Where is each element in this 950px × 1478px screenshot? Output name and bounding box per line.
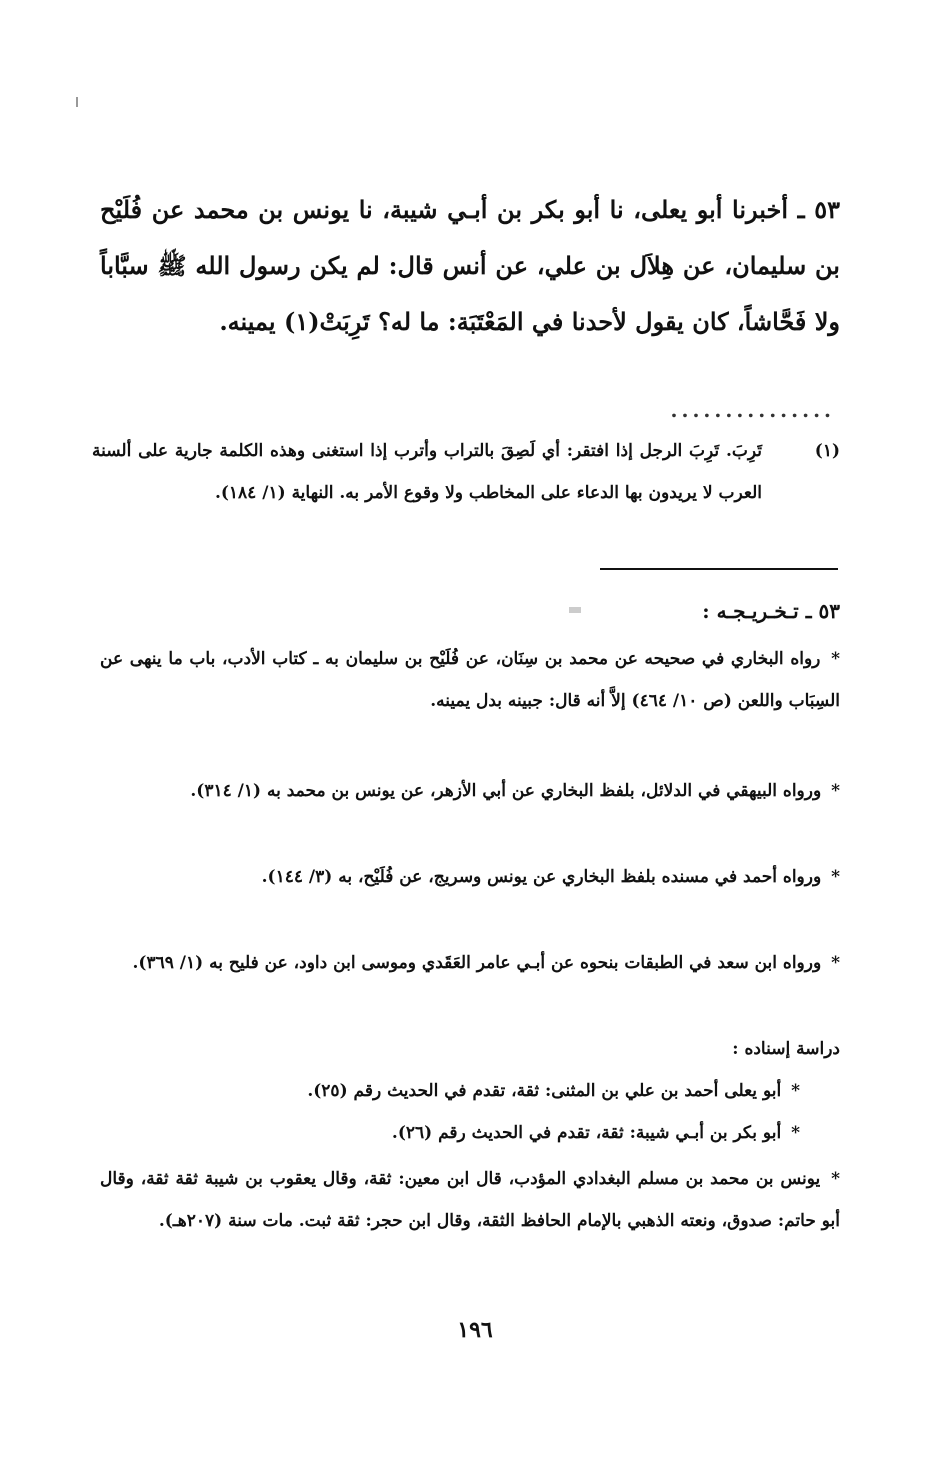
takhrij-item-text: ورواه أحمد في مسنده بلفظ البخاري عن يونس وسريج، عن فُلَيْح، به (٣/ ١٤٤).	[261, 867, 822, 887]
narrator-item-text: أبو بكر بن أبـي شيبة: ثقة، تقدم في الحديث رقم (٢٦).	[391, 1123, 782, 1143]
bullet-icon: *	[831, 781, 840, 801]
bullet-icon: *	[831, 649, 840, 669]
takhrij-item	[100, 770, 840, 812]
footnote-separator: ...............	[670, 398, 835, 422]
footnote-text: تَرِبَ. تَرِبَ الرجل إذا افتقر: أي لَصِقَ بالتراب وأترب إذا استغنى وهذه الكلمة جارية على ألسنة العرب لا يريدون بها الدعاء على المخاطب ولا وقوع الأمر به. النهاية (١/ ١٨٤).	[92, 441, 762, 503]
narrator-item-text: أبو يعلى أحمد بن علي بن المثنى: ثقة، تقدم في الحديث رقم (٢٥).	[307, 1081, 782, 1101]
bullet-icon: *	[831, 1169, 840, 1189]
narrator-item-text: يونس بن محمد بن مسلم البغدادي المؤدب، قال ابن معين: ثقة، وقال يعقوب بن شيبة ثقة ثقة، وقال أبو حاتم: صدوق، ونعته الذهبي بالإمام الحافظ الثقة، وقال ابن حجر: ثقة ثبت. مات سنة (٢٠٧هـ).	[100, 1169, 840, 1231]
hadith-text: أخبرنا أبو يعلى، نا أبو بكر بن أبـي شيبة، نا يونس بن محمد عن فُلَيْح بن سليمان، عن هِلاَل بن علي، عن أنس قال: لم يكن رسول الله ﷺ سبَّاباً ولا فَحَّاشاً، كان يقول لأحدنا في المَعْتَبَة: ما له؟ تَرِبَتْ(١) يمينه.	[100, 195, 840, 336]
bullet-icon: *	[831, 953, 840, 973]
takhrij-item-text: رواه البخاري في صحيحه عن محمد بن سِنَان، عن فُلَيْح بن سليمان به ـ كتاب الأدب، باب ما ينهى عن السِبَاب واللعن (ص ١٠/ ٤٦٤) إلاَّ أنه قال: جبينه بدل يمينه.	[100, 649, 840, 711]
bullet-icon: *	[831, 867, 840, 887]
takhrij-item	[100, 942, 840, 984]
page-number: ١٩٦	[457, 1317, 493, 1343]
takhrij-item-text: ورواه ابن سعد في الطبقات بنحوه عن أبـي عامر العَقَدي وموسى ابن داود، عن فليح به (١/ ٣٦٩).	[132, 953, 822, 973]
bullet-icon: *	[791, 1123, 800, 1143]
section-rule	[600, 568, 838, 570]
scan-smudge	[569, 607, 581, 613]
scan-mark	[76, 97, 78, 107]
takhrij-item-text: ورواه البيهقي في الدلائل، بلفظ البخاري عن أبي الأزهر، عن يونس بن محمد به (١/ ٣١٤).	[190, 781, 822, 801]
hadith-text-block	[100, 182, 840, 350]
takhrij-heading: ٥٣ ـ تـخـريـجـه :	[702, 599, 840, 623]
takhrij-item	[100, 856, 840, 898]
narrator-item	[100, 1158, 840, 1242]
footnote-marker: (١)	[814, 441, 840, 461]
hadith-number: ٥٣ ـ	[797, 195, 840, 224]
narrator-item	[100, 1070, 800, 1112]
takhrij-item	[100, 638, 840, 722]
narrator-item	[100, 1112, 800, 1154]
bullet-icon: *	[791, 1081, 800, 1101]
dirasa-heading: دراسة إسناده :	[732, 1039, 840, 1059]
